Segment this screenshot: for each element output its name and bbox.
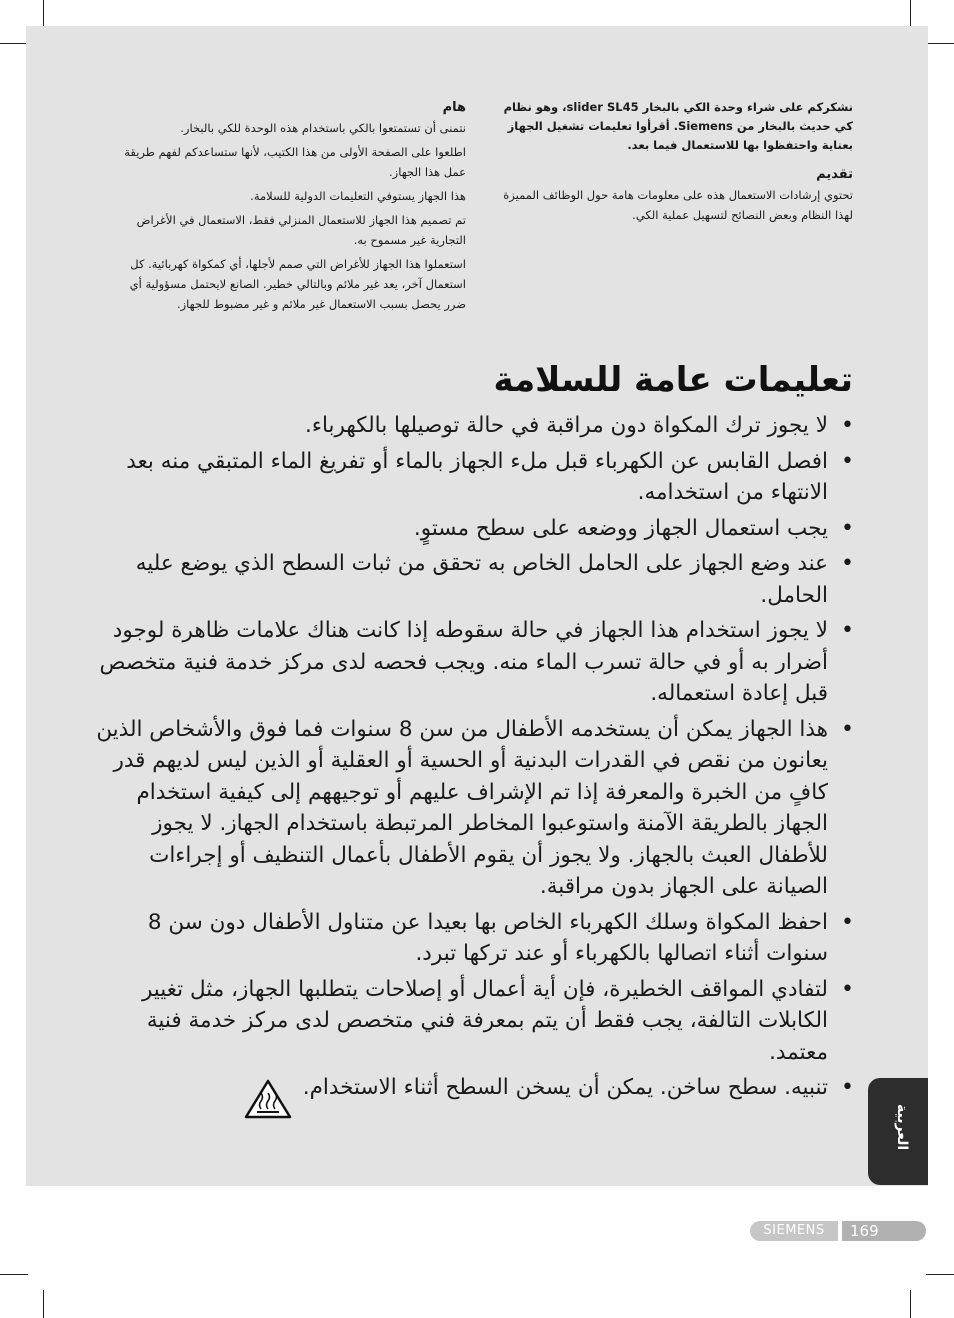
intro-column [495, 98, 853, 225]
crop-mark [910, 1290, 911, 1318]
crop-mark [926, 1274, 954, 1275]
list-item-warning [96, 1072, 856, 1120]
crop-mark [43, 1290, 44, 1318]
important-p1: نتمنى أن تستمتعوا بالكي باستخدام هذه الوحدة للكي بالبخار. [180, 121, 466, 135]
important-p3: هذا الجهاز يستوفي التعليمات الدولية للسلامة. [250, 189, 466, 203]
hot-surface-warning-icon [243, 1078, 293, 1120]
important-p5: استعملوا هذا الجهاز للأغراض التي صمم لأجلها، أي كمكواة كهربائية. كل استعمال آخر، يعد غير ملائم وبالتالي خطير. الصانع لايحتمل مسؤولية أي ضرر يحصل بسبب الاستعمال غير ملائم و غير مضبوط للجهاز. [129, 257, 466, 311]
list-item: • احفظ المكواة وسلك الكهرباء الخاص بها بعيدا عن متناول الأطفال دون سن 8 سنوات أثناء اتصالها بالكهرباء أو عند تركها تبرد. [96, 907, 856, 970]
safety-list [96, 410, 856, 1124]
page-number: 169 [842, 1221, 926, 1241]
important-p2: اطلعوا على الصفحة الأولى من هذا الكتيب، لأنها ستساعدكم لفهم طريقة عمل هذا الجهاز. [124, 145, 466, 179]
intro-text: تحتوي إرشادات الاستعمال هذه على معلومات هامة حول الوظائف المميزة لهذا النظام وبعض النصائح لتسهيل عملية الكي. [503, 188, 853, 222]
crop-mark [0, 43, 28, 44]
crop-mark [910, 0, 911, 28]
warning-text: • تنبيه. سطح ساخن. يمكن أن يسخن السطح أثناء الاستخدام. [302, 1075, 828, 1100]
intro-paragraph: نشكركم على شراء وحدة الكي بالبخار slider SL45، وهو نظام كي حديث بالبخار من Siemens. أقرأوا تعليمات تشغيل الجهاز بعناية واحتفظوا بها للاستعمال فيما بعد. [503, 100, 853, 152]
crop-mark [0, 1274, 28, 1275]
list-item: • لتفادي المواقف الخطيرة، فإن أية أعمال أو إصلاحات يتطلبها الجهاز، مثل تغيير الكابلات التالفة، يجب فقط أن يتم بمعرفة فني متخصص لدى مركز خدمة فنية معتمد. [96, 974, 856, 1069]
list-item: • يجب استعمال الجهاز ووضعه على سطح مستوٍ. [96, 513, 856, 545]
list-item: • عند وضع الجهاز على الحامل الخاص به تحقق من ثبات السطح الذي يوضع عليه الحامل. [96, 548, 856, 611]
footer-brand: SIEMENS [750, 1221, 838, 1241]
list-item: • لا يجوز استخدام هذا الجهاز في حالة سقوطه إذا كانت هناك علامات ظاهرة لوجود أضرار به أو في حالة تسرب الماء منه. ويجب فحصه لدى مركز خدمة فنية متخصص قبل إعادة استعماله. [96, 615, 856, 710]
crop-mark [926, 43, 954, 44]
crop-mark [43, 0, 44, 28]
list-item: • افصل القابس عن الكهرباء قبل ملء الجهاز بالماء أو تفريغ الماء المتبقي منه بعد الانتهاء من استخدامه. [96, 446, 856, 509]
section-title: تعليمات عامة للسلامة [493, 360, 853, 400]
language-tab-label: العربية [894, 1103, 910, 1150]
list-item: • هذا الجهاز يمكن أن يستخدمه الأطفال من سن 8 سنوات فما فوق والأشخاص الذين يعانون من نقص في القدرات البدنية أو الحسية أو العقلية أو الذين ليس لديهم قدر كافٍ من الخبرة والمعرفة إذا تم الإشراف عليهم أو توجيههم إلى كيفية استخدام الجهاز بالطريقة الآمنة واستوعبوا المخاطر المرتبطة باستخدام الجهاز. لا يجوز للأطفال العبث بالجهاز. ولا يجوز أن يقوم الأطفال بأعمال التنظيف أو إجراءات الصيانة على الجهاز بدون مراقبة. [96, 714, 856, 903]
important-column [106, 98, 466, 314]
important-heading: هام [442, 100, 466, 115]
important-p4: تم تصميم هذا الجهاز للاستعمال المنزلي فقط، الاستعمال في الأغراض التجارية غير مسموح به. [136, 213, 466, 247]
intro-heading: تقديم [816, 167, 853, 182]
list-item: • لا يجوز ترك المكواة دون مراقبة في حالة توصيلها بالكهرباء. [96, 410, 856, 442]
